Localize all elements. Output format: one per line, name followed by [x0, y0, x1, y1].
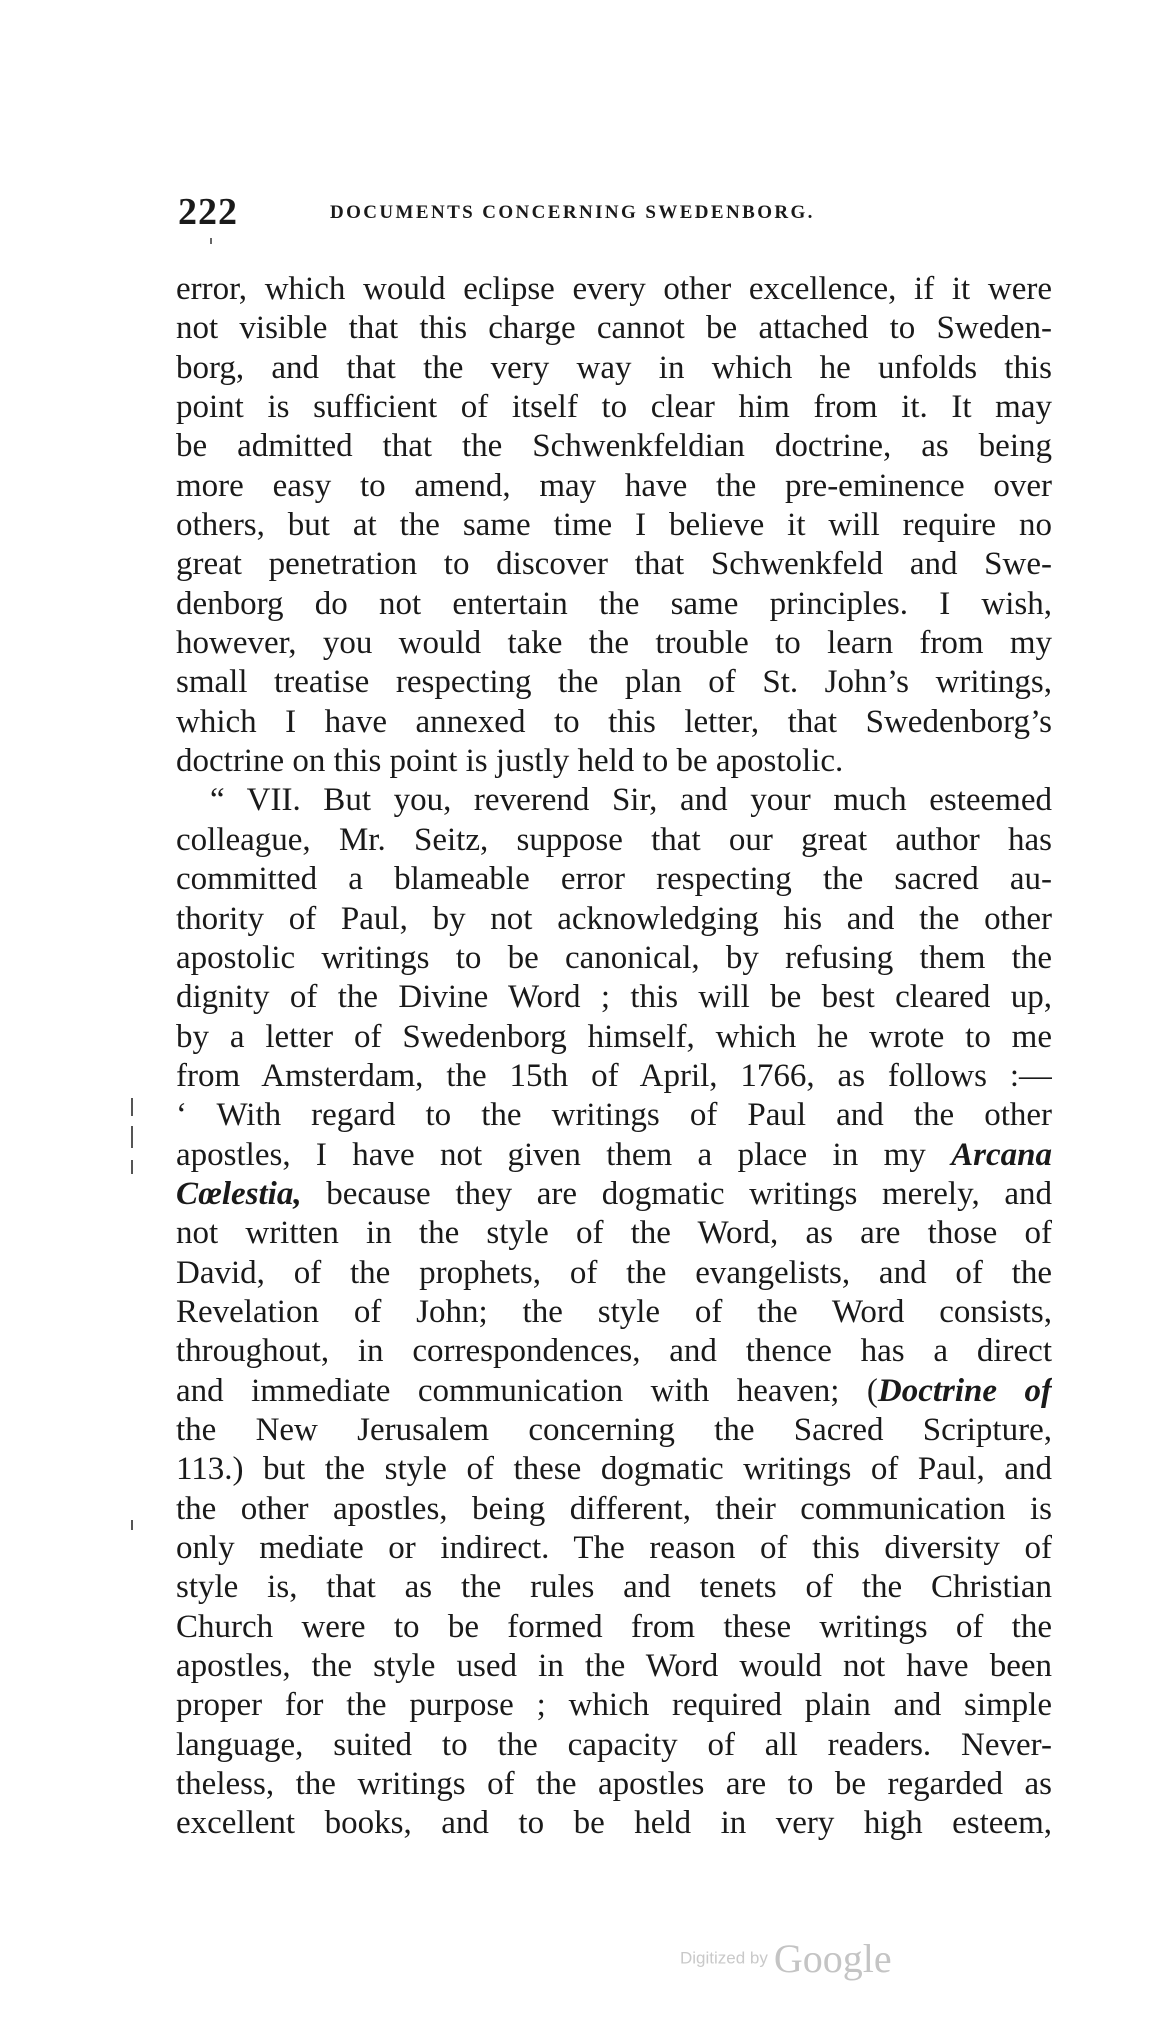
- running-head: DOCUMENTS CONCERNING SWEDENBORG.: [330, 202, 815, 223]
- text-line: proper for the purpose ; which required plain and simple: [176, 1687, 1052, 1724]
- print-speck: [210, 238, 212, 244]
- text-line: however, you would take the trouble to learn from my: [176, 625, 1052, 662]
- margin-mark: [131, 1160, 133, 1174]
- text-line: more easy to amend, may have the pre-eminence over: [176, 467, 1052, 504]
- digitization-watermark: [680, 1935, 892, 1985]
- margin-mark: [131, 1126, 133, 1148]
- text-line: not written in the style of the Word, as are those of: [176, 1215, 1052, 1252]
- text-line: which I have annexed to this letter, that Swedenborg’s: [176, 703, 1052, 740]
- text-line-mixed: [176, 1136, 1052, 1175]
- text-line: thority of Paul, by not acknowledging his and the other: [176, 900, 1052, 937]
- italic-title: Cœlestia,: [176, 1175, 302, 1212]
- text-line: colleague, Mr. Seitz, suppose that our great author has: [176, 821, 1052, 858]
- digitized-by-label: Digitized by: [680, 1948, 768, 1968]
- text-line: from Amsterdam, the 15th of April, 1766, as follows :—: [176, 1057, 1052, 1094]
- text-line: error, which would eclipse every other excellence, if it were: [176, 271, 1052, 307]
- text-line: others, but at the same time I believe it will require no: [176, 507, 1052, 544]
- text-line: doctrine on this point is justly held to be apostolic.: [176, 743, 844, 780]
- text-line: David, of the prophets, of the evangelists, and of the: [176, 1254, 1052, 1291]
- text-line: by a letter of Swedenborg himself, which he wrote to me: [176, 1018, 1052, 1055]
- text-line: throughout, in correspondences, and thence has a direct: [176, 1333, 1052, 1370]
- text-line: committed a blameable error respecting the sacred au-: [176, 861, 1052, 898]
- text-line: borg, and that the very way in which he unfolds this: [176, 349, 1052, 386]
- text-line: be admitted that the Schwenkfeldian doctrine, as being: [176, 428, 1052, 465]
- text-line: language, suited to the capacity of all readers. Never-: [176, 1726, 1052, 1763]
- italic-title: Doctrine of: [877, 1372, 1052, 1409]
- page-number: 222: [178, 191, 238, 233]
- italic-title-line: the New Jerusalem concerning the Sacred Scripture,: [176, 1411, 1052, 1448]
- text-segment: because they are dogmatic writings merely, and: [326, 1175, 1052, 1212]
- text-line: apostolic writings to be canonical, by refusing them the: [176, 939, 1052, 976]
- text-line: theless, the writings of the apostles are to be regarded as: [176, 1766, 1052, 1803]
- margin-mark: [131, 1098, 133, 1116]
- text-line: Revelation of John; the style of the Word consists,: [176, 1293, 1052, 1330]
- text-line-mixed: [176, 1372, 1052, 1411]
- text-line: dignity of the Divine Word ; this will be best cleared up,: [176, 979, 1052, 1016]
- text-line-mixed: [176, 1175, 1052, 1214]
- text-line: style is, that as the rules and tenets of the Christian: [176, 1569, 1052, 1606]
- text-line: ‘ With regard to the writings of Paul and the other: [176, 1097, 1052, 1134]
- google-logo-text: Google: [773, 1936, 892, 1981]
- text-line: Church were to be formed from these writings of the: [176, 1608, 1052, 1645]
- text-line: excellent books, and to be held in very high esteem,: [176, 1805, 1052, 1842]
- text-line: apostles, the style used in the Word would not have been: [176, 1648, 1052, 1685]
- body-text: [176, 270, 1052, 1844]
- page-header: [178, 190, 1058, 240]
- text-line: not visible that this charge cannot be attached to Sweden-: [176, 310, 1052, 347]
- text-line: 113.) but the style of these dogmatic writings of Paul, and: [176, 1451, 1052, 1488]
- text-line: only mediate or indirect. The reason of this diversity of: [176, 1530, 1052, 1566]
- text-line: small treatise respecting the plan of St. John’s writings,: [176, 664, 1052, 701]
- text-segment: and immediate communication with heaven; (: [176, 1372, 878, 1409]
- text-line: great penetration to discover that Schwenkfeld and Swe-: [176, 546, 1052, 583]
- paragraph-start-line: “ VII. But you, reverend Sir, and your much esteemed: [210, 782, 1052, 819]
- italic-title: Arcana: [951, 1136, 1052, 1173]
- text-line: the other apostles, being different, their communication is: [176, 1490, 1052, 1527]
- margin-mark: [131, 1520, 133, 1530]
- text-line: denborg do not entertain the same principles. I wish,: [176, 585, 1052, 622]
- text-segment: apostles, I have not given them a place in my: [176, 1136, 926, 1173]
- text-line: point is sufficient of itself to clear him from it. It may: [176, 389, 1052, 426]
